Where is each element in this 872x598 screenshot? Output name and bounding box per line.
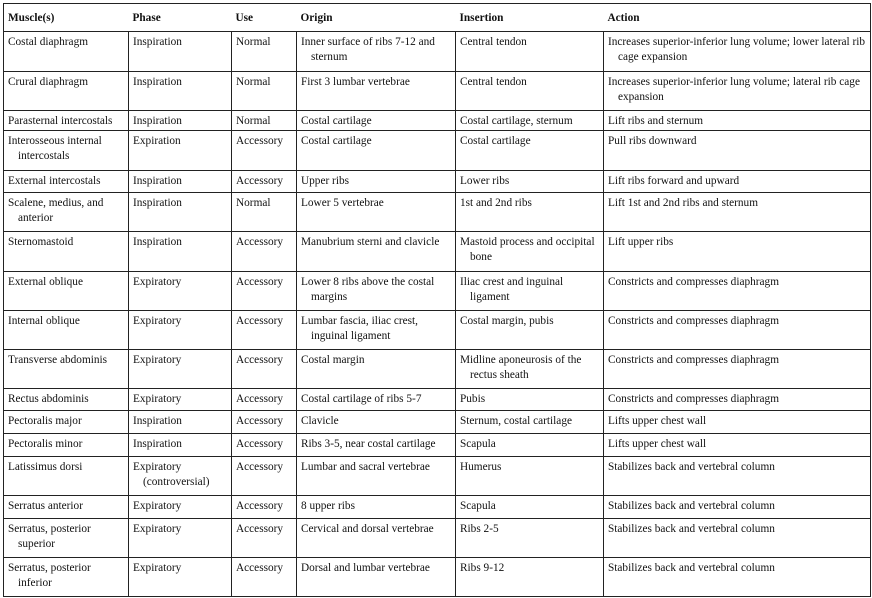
- cell-insertion: Sternum, costal cartilage: [456, 411, 604, 434]
- cell-use: Accessory: [232, 171, 297, 193]
- cell-insertion: 1st and 2nd ribs: [456, 193, 604, 232]
- cell-use: Normal: [232, 111, 297, 131]
- cell-insertion: Mastoid process and occipital bone: [456, 232, 604, 272]
- cell-origin: Ribs 3-5, near costal cartilage: [297, 434, 456, 457]
- respiratory-muscles-table: [3, 3, 871, 597]
- table-row: [4, 496, 871, 519]
- cell-muscle: Pectoralis major: [4, 411, 129, 434]
- cell-phase: Expiratory: [129, 311, 232, 350]
- cell-insertion: Ribs 2-5: [456, 519, 604, 558]
- cell-muscle: External intercostals: [4, 171, 129, 193]
- cell-insertion: Midline aponeurosis of the rectus sheath: [456, 350, 604, 389]
- table-row: [4, 558, 871, 597]
- cell-origin: Cervical and dorsal vertebrae: [297, 519, 456, 558]
- cell-muscle: Rectus abdominis: [4, 389, 129, 411]
- cell-phase: Inspiration: [129, 171, 232, 193]
- cell-action: Lifts upper chest wall: [604, 434, 871, 457]
- header-insertion: Insertion: [456, 4, 604, 32]
- cell-use: Accessory: [232, 519, 297, 558]
- cell-phase: Expiratory: [129, 558, 232, 597]
- cell-muscle: Pectoralis minor: [4, 434, 129, 457]
- table-row: [4, 411, 871, 434]
- cell-action: Lift ribs and sternum: [604, 111, 871, 131]
- table-row: [4, 171, 871, 193]
- cell-insertion: Costal cartilage: [456, 131, 604, 171]
- table-row: [4, 72, 871, 111]
- cell-phase: Expiratory (controversial): [129, 457, 232, 496]
- cell-insertion: Iliac crest and inguinal ligament: [456, 272, 604, 311]
- cell-use: Accessory: [232, 131, 297, 171]
- header-action: Action: [604, 4, 871, 32]
- cell-action: Constricts and compresses diaphragm: [604, 389, 871, 411]
- cell-origin: Costal margin: [297, 350, 456, 389]
- cell-action: Constricts and compresses diaphragm: [604, 311, 871, 350]
- cell-action: Constricts and compresses diaphragm: [604, 350, 871, 389]
- header-muscle: Muscle(s): [4, 4, 129, 32]
- cell-phase: Inspiration: [129, 411, 232, 434]
- cell-use: Normal: [232, 32, 297, 72]
- cell-origin: 8 upper ribs: [297, 496, 456, 519]
- cell-action: Lifts upper chest wall: [604, 411, 871, 434]
- cell-muscle: Serratus, posterior superior: [4, 519, 129, 558]
- cell-insertion: Ribs 9-12: [456, 558, 604, 597]
- cell-muscle: Serratus anterior: [4, 496, 129, 519]
- cell-origin: Costal cartilage: [297, 111, 456, 131]
- cell-muscle: Serratus, posterior inferior: [4, 558, 129, 597]
- cell-phase: Inspiration: [129, 434, 232, 457]
- cell-origin: Lumbar fascia, iliac crest, inguinal ligament: [297, 311, 456, 350]
- table-row: [4, 434, 871, 457]
- cell-use: Normal: [232, 193, 297, 232]
- cell-phase: Inspiration: [129, 232, 232, 272]
- table-row: [4, 131, 871, 171]
- cell-action: Stabilizes back and vertebral column: [604, 496, 871, 519]
- table-row: [4, 32, 871, 72]
- cell-phase: Inspiration: [129, 111, 232, 131]
- cell-insertion: Central tendon: [456, 72, 604, 111]
- cell-origin: Lower 8 ribs above the costal margins: [297, 272, 456, 311]
- cell-origin: Lower 5 vertebrae: [297, 193, 456, 232]
- cell-muscle: Latissimus dorsi: [4, 457, 129, 496]
- header-use: Use: [232, 4, 297, 32]
- cell-action: Increases superior-inferior lung volume; lower lateral rib cage expansion: [604, 32, 871, 72]
- cell-use: Normal: [232, 72, 297, 111]
- cell-insertion: Costal cartilage, sternum: [456, 111, 604, 131]
- cell-insertion: Humerus: [456, 457, 604, 496]
- table-row: [4, 272, 871, 311]
- cell-muscle: Costal diaphragm: [4, 32, 129, 72]
- header-row: [4, 4, 871, 32]
- cell-use: Accessory: [232, 558, 297, 597]
- cell-phase: Expiratory: [129, 496, 232, 519]
- cell-use: Accessory: [232, 457, 297, 496]
- cell-phase: Expiratory: [129, 272, 232, 311]
- cell-muscle: External oblique: [4, 272, 129, 311]
- cell-insertion: Scapula: [456, 434, 604, 457]
- cell-phase: Inspiration: [129, 193, 232, 232]
- cell-origin: First 3 lumbar vertebrae: [297, 72, 456, 111]
- cell-origin: Costal cartilage: [297, 131, 456, 171]
- cell-origin: Inner surface of ribs 7-12 and sternum: [297, 32, 456, 72]
- cell-muscle: Internal oblique: [4, 311, 129, 350]
- cell-use: Accessory: [232, 411, 297, 434]
- cell-use: Accessory: [232, 434, 297, 457]
- cell-origin: Upper ribs: [297, 171, 456, 193]
- table-row: [4, 389, 871, 411]
- cell-use: Accessory: [232, 496, 297, 519]
- cell-use: Accessory: [232, 272, 297, 311]
- cell-action: Stabilizes back and vertebral column: [604, 457, 871, 496]
- table-row: [4, 111, 871, 131]
- cell-phase: Inspiration: [129, 32, 232, 72]
- cell-insertion: Scapula: [456, 496, 604, 519]
- cell-phase: Inspiration: [129, 72, 232, 111]
- table-row: [4, 311, 871, 350]
- cell-use: Accessory: [232, 311, 297, 350]
- cell-action: Stabilizes back and vertebral column: [604, 519, 871, 558]
- cell-action: Lift ribs forward and upward: [604, 171, 871, 193]
- cell-muscle: Interosseous internal intercostals: [4, 131, 129, 171]
- cell-phase: Expiratory: [129, 519, 232, 558]
- cell-muscle: Scalene, medius, and anterior: [4, 193, 129, 232]
- cell-muscle: Transverse abdominis: [4, 350, 129, 389]
- cell-action: Stabilizes back and vertebral column: [604, 558, 871, 597]
- table-row: [4, 350, 871, 389]
- table-row: [4, 457, 871, 496]
- table-row: [4, 193, 871, 232]
- cell-action: Lift upper ribs: [604, 232, 871, 272]
- cell-phase: Expiratory: [129, 389, 232, 411]
- cell-phase: Expiratory: [129, 350, 232, 389]
- cell-origin: Dorsal and lumbar vertebrae: [297, 558, 456, 597]
- cell-insertion: Lower ribs: [456, 171, 604, 193]
- cell-use: Accessory: [232, 350, 297, 389]
- cell-origin: Lumbar and sacral vertebrae: [297, 457, 456, 496]
- cell-insertion: Pubis: [456, 389, 604, 411]
- cell-origin: Costal cartilage of ribs 5-7: [297, 389, 456, 411]
- cell-insertion: Costal margin, pubis: [456, 311, 604, 350]
- header-origin: Origin: [297, 4, 456, 32]
- cell-action: Pull ribs downward: [604, 131, 871, 171]
- table-row: [4, 519, 871, 558]
- table-row: [4, 232, 871, 272]
- cell-use: Accessory: [232, 232, 297, 272]
- cell-phase: Expiration: [129, 131, 232, 171]
- cell-insertion: Central tendon: [456, 32, 604, 72]
- cell-origin: Clavicle: [297, 411, 456, 434]
- cell-muscle: Parasternal intercostals: [4, 111, 129, 131]
- header-phase: Phase: [129, 4, 232, 32]
- cell-action: Lift 1st and 2nd ribs and sternum: [604, 193, 871, 232]
- cell-use: Accessory: [232, 389, 297, 411]
- cell-muscle: Crural diaphragm: [4, 72, 129, 111]
- cell-action: Constricts and compresses diaphragm: [604, 272, 871, 311]
- cell-muscle: Sternomastoid: [4, 232, 129, 272]
- cell-origin: Manubrium sterni and clavicle: [297, 232, 456, 272]
- cell-action: Increases superior-inferior lung volume; lateral rib cage expansion: [604, 72, 871, 111]
